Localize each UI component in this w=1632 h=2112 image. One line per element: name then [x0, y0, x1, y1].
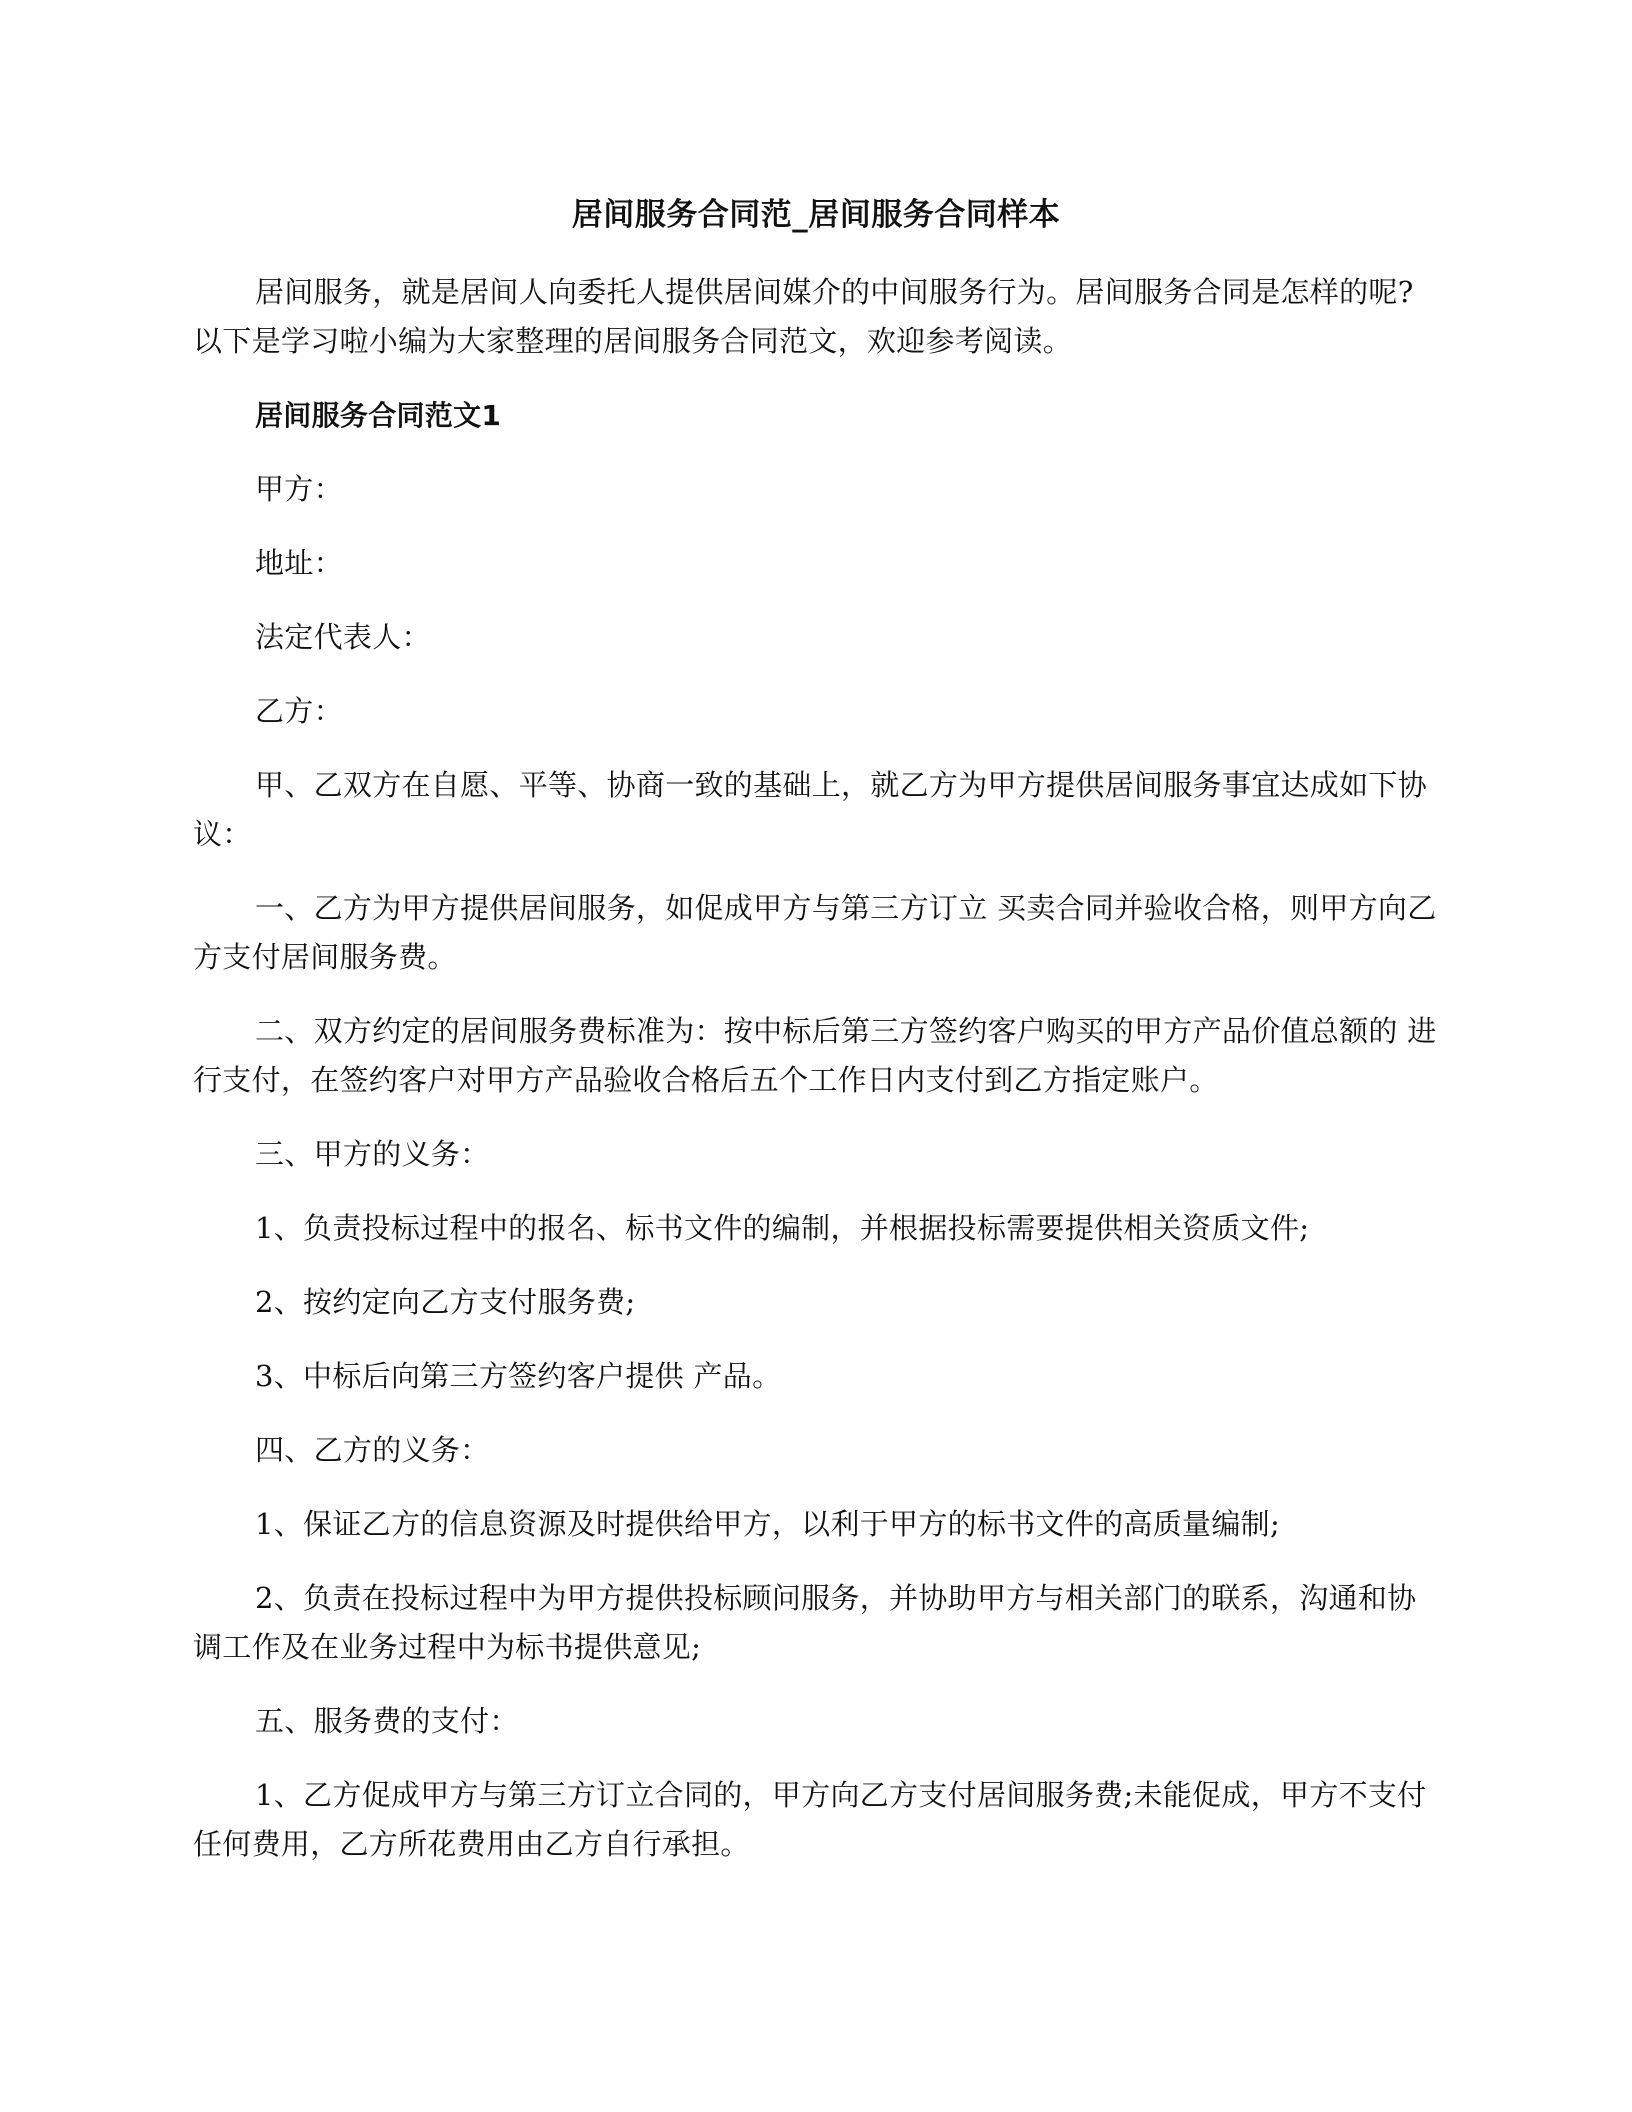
clause-4-item-1: 1、保证乙方的信息资源及时提供给甲方，以利于甲方的标书文件的高质量编制;	[255, 1507, 1281, 1541]
clause-5-heading: 五、服务费的支付：	[255, 1704, 519, 1738]
clause-4-item-2: 2、负责在投标过程中为甲方提供投标顾问服务，并协助甲方与相关部门的联系，沟通和协调工作及在业务过程中为标书提供意见;	[193, 1581, 1417, 1664]
clause-4-heading: 四、乙方的义务：	[255, 1433, 490, 1467]
clause-1: 一、乙方为甲方提供居间服务，如促成甲方与第三方订立 买卖合同并验收合格，则甲方向乙方支付居间服务费。	[193, 891, 1437, 974]
party-b-field: 乙方：	[255, 694, 343, 728]
clause-5-item-1: 1、乙方促成甲方与第三方订立合同的，甲方向乙方支付居间服务费;未能促成，甲方不支付任何费用，乙方所花费用由乙方自行承担。	[193, 1778, 1427, 1861]
document-body	[193, 268, 1439, 1894]
document-title: 居间服务合同范_居间服务合同样本	[571, 197, 1061, 233]
clause-3-item-3: 3、中标后向第三方签约客户提供 产品。	[255, 1359, 782, 1393]
intro-paragraph: 居间服务，就是居间人向委托人提供居间媒介的中间服务行为。居间服务合同是怎样的呢?以下是学习啦小编为大家整理的居间服务合同范文，欢迎参考阅读。	[193, 275, 1414, 358]
clause-3-item-1: 1、负责投标过程中的报名、标书文件的编制，并根据投标需要提供相关资质文件;	[255, 1211, 1310, 1245]
clause-3-heading: 三、甲方的义务：	[255, 1137, 490, 1171]
agreement-preamble: 甲、乙双方在自愿、平等、协商一致的基础上，就乙方为甲方提供居间服务事宜达成如下协议：	[193, 768, 1428, 851]
party-a-field: 甲方：	[255, 472, 343, 506]
clause-3-item-2: 2、按约定向乙方支付服务费;	[255, 1285, 636, 1319]
section-heading: 居间服务合同范文1	[255, 399, 502, 432]
legal-representative-field: 法定代表人：	[255, 620, 431, 654]
address-field: 地址：	[255, 546, 343, 580]
clause-2: 二、双方约定的居间服务费标准为：按中标后第三方签约客户购买的甲方产品价值总额的 进行支付，在签约客户对甲方产品验收合格后五个工作日内支付到乙方指定账户。	[193, 1014, 1437, 1097]
